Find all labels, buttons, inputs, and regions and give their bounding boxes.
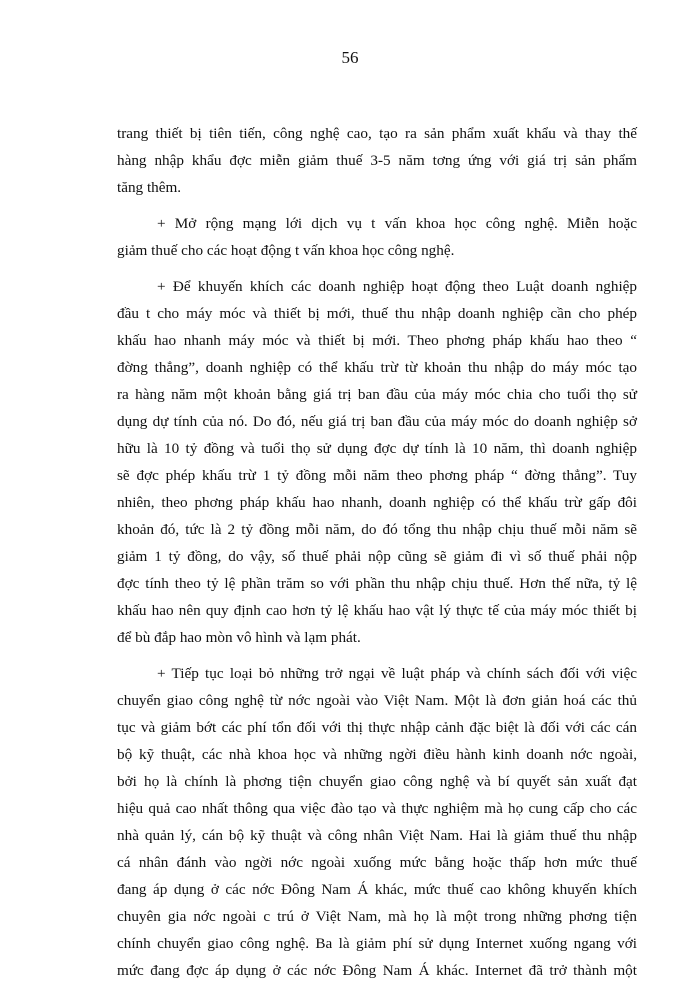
text-line: nhà quản lý, cán bộ kỹ thuật và công nhân Việt Nam. Hai là giảm thuế thu nhập — [117, 827, 637, 844]
text-line: hữu là 10 tỷ đồng và tuổi thọ sử dụng đợc dự tính là 10 năm, thì doanh nghiệp — [117, 440, 637, 457]
text-line: bộ kỹ thuật, các nhà khoa học và những ngời điều hành kinh doanh nớc ngoài, — [117, 746, 637, 763]
text-line: hiệu quả cao nhất thông qua việc đào tạo và thực nghiệm mà họ cung cấp cho các — [117, 800, 637, 817]
text-line: tục và giảm bớt các phí tổn đối với thị thực nhập cảnh đặc biệt là đối với các cán — [117, 719, 637, 736]
text-line: tăng thêm. — [117, 179, 182, 196]
text-line: chuyên gia nớc ngoài c trú ở Việt Nam, mà họ là một trong những phơng tiện — [117, 908, 637, 925]
paragraph — [117, 273, 637, 651]
paragraph — [117, 120, 637, 201]
text-line: mức đang đợc áp dụng ở các nớc Đông Nam Á khác. Internet đã trở thành một — [117, 962, 637, 979]
text-line: hàng nhập khẩu đợc miễn giảm thuế 3-5 năm tơng ứng với giá trị sản phẩm — [117, 152, 637, 169]
text-line: trang thiết bị tiên tiến, công nghệ cao, tạo ra sản phẩm xuất khẩu và thay thế — [117, 125, 637, 142]
text-line: khoản đó, tức là 2 tỷ đồng mỗi năm, do đó tổng thu nhập chịu thuế mỗi năm sẽ — [117, 521, 637, 538]
text-line: nhiên, theo phơng pháp khấu hao nhanh, doanh nghiệp có thể khấu trừ gấp đôi — [117, 494, 637, 511]
text-line: cá nhân đánh vào ngời nớc ngoài xuống mức bằng hoặc thấp hơn mức thuế — [117, 854, 637, 871]
page-number: 56 — [341, 48, 359, 67]
text-line: chuyển giao công nghệ từ nớc ngoài vào Việt Nam. Một là đơn giản hoá các thủ — [117, 692, 637, 709]
text-line: đợc tính theo tỷ lệ phần trăm so với phần thu nhập chịu thuế. Hơn thế nữa, tỷ lệ — [117, 575, 637, 592]
text-line: để bù đắp hao mòn vô hình và lạm phát. — [117, 629, 361, 646]
text-line: đang áp dụng ở các nớc Đông Nam Á khác, mức thuế cao không khuyến khích — [117, 881, 637, 898]
text-line: giảm thuế cho các hoạt động t vấn khoa học công nghệ. — [117, 242, 455, 259]
text-line: giảm 1 tỷ đồng, do vậy, số thuế phải nộp cũng sẽ giảm đi vì số thuế phải nộp — [117, 548, 637, 565]
text-line: dụng dự tính của nó. Do đó, nếu giá trị ban đầu của máy móc do doanh nghiệp sở — [117, 413, 637, 430]
text-line: + Mở rộng mạng lới dịch vụ t vấn khoa học công nghệ. Miễn hoặc — [157, 215, 637, 232]
text-line: đờng thẳng”, doanh nghiệp có thể khấu trừ từ khoản thu nhập do máy móc tạo — [117, 359, 637, 376]
paragraph — [117, 660, 637, 984]
document-body — [117, 120, 637, 993]
text-line: sẽ đợc phép khấu trừ 1 tỷ đồng mỗi năm theo phơng pháp “ đờng thẳng”. Tuy — [117, 467, 637, 484]
text-line: + Tiếp tục loại bỏ những trở ngại về luật pháp và chính sách đối với việc — [157, 665, 637, 682]
text-line: chính chuyển giao công nghệ. Ba là giảm phí sử dụng Internet xuống ngang với — [117, 935, 637, 952]
text-line: + Để khuyến khích các doanh nghiệp hoạt động theo Luật doanh nghiệp — [157, 278, 637, 295]
text-line: ra hàng năm một khoản bằng giá trị ban đầu của máy móc chia cho tuổi thọ sử — [117, 386, 637, 403]
paragraph — [117, 210, 637, 264]
text-line: đầu t cho máy móc và thiết bị mới, thuế thu nhập doanh nghiệp cần cho phép — [117, 305, 637, 322]
text-line: khấu hao nên quy định cao hơn tỷ lệ khấu hao vật lý thực tế của máy móc thiết bị — [117, 602, 637, 619]
text-line: khấu hao nhanh máy móc và thiết bị mới. Theo phơng pháp khấu hao theo “ — [117, 332, 637, 349]
text-line: bởi họ là chính là phơng tiện chuyển giao công nghệ và bí quyết sản xuất đạt — [117, 773, 637, 790]
